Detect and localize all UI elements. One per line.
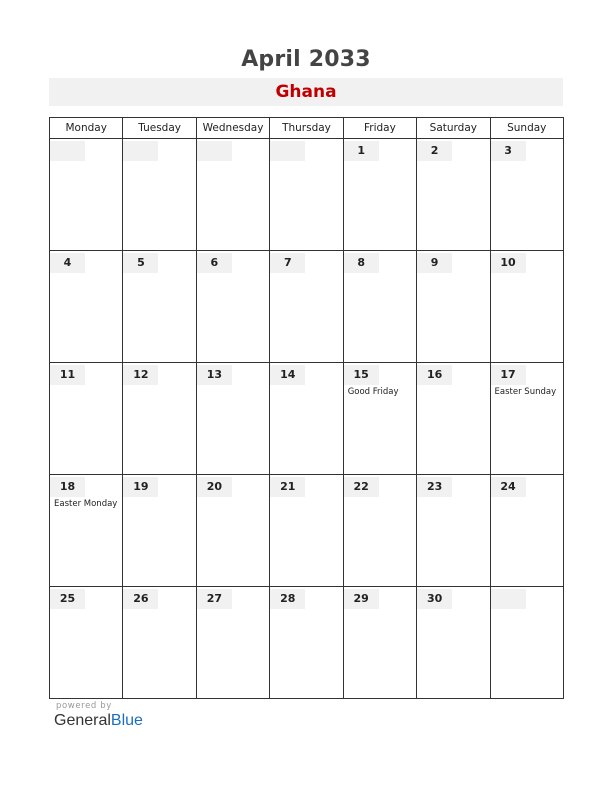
calendar-weeks [50,139,564,699]
day-cell [196,251,269,363]
day-number: 23 [417,477,452,497]
day-cell [196,139,269,251]
day-number: 5 [123,253,158,273]
holiday-label: Good Friday [347,387,399,397]
week-row [50,139,564,251]
day-number: 28 [270,589,305,609]
day-number: 29 [344,589,379,609]
day-cell [50,139,123,251]
calendar-title: April 2033 [241,47,371,72]
day-cell [50,587,123,699]
weekday-thursday: Thursday [270,118,343,139]
country-name: Ghana [49,78,563,106]
week-row [50,475,564,587]
day-cell [343,475,416,587]
weekday-saturday: Saturday [417,118,490,139]
day-cell [196,587,269,699]
weekday-header-row [50,118,564,139]
day-number: 25 [50,589,85,609]
weekday-monday: Monday [50,118,123,139]
holiday-label: Easter Monday [54,499,118,509]
day-cell [196,475,269,587]
day-cell [417,587,490,699]
day-number: 9 [417,253,452,273]
day-number: 30 [417,589,452,609]
day-number: 1 [344,141,379,161]
day-number: 22 [344,477,379,497]
day-cell [490,475,563,587]
day-cell [123,475,196,587]
brand-general-text: General [54,712,111,729]
day-cell [270,251,343,363]
day-cell [343,251,416,363]
day-number: 17 [491,365,526,385]
day-number: 18 [50,477,85,497]
day-number: 8 [344,253,379,273]
weekday-tuesday: Tuesday [123,118,196,139]
day-number: 10 [491,253,526,273]
week-row [50,587,564,699]
holiday-label: Easter Sunday [494,387,557,397]
day-cell [196,363,269,475]
day-cell [490,587,563,699]
day-cell [50,363,123,475]
day-number [491,589,526,609]
day-cell [343,363,416,475]
day-number: 13 [197,365,232,385]
week-row [50,251,564,363]
generalblue-logo[interactable] [54,712,143,730]
day-cell [490,251,563,363]
week-row [50,363,564,475]
day-cell [417,139,490,251]
day-number [123,141,158,161]
day-number: 24 [491,477,526,497]
day-cell [490,363,563,475]
day-cell [270,587,343,699]
day-number: 2 [417,141,452,161]
day-cell [50,475,123,587]
day-number: 14 [270,365,305,385]
day-cell [417,475,490,587]
day-number [50,141,85,161]
weekday-sunday: Sunday [490,118,563,139]
day-number: 21 [270,477,305,497]
day-number: 12 [123,365,158,385]
weekday-friday: Friday [343,118,416,139]
day-cell [490,139,563,251]
day-cell [343,139,416,251]
day-number: 16 [417,365,452,385]
day-cell [270,475,343,587]
day-number: 6 [197,253,232,273]
weekday-wednesday: Wednesday [196,118,269,139]
day-number: 20 [197,477,232,497]
day-number [197,141,232,161]
day-cell [123,251,196,363]
calendar-grid [49,117,564,699]
day-cell [123,363,196,475]
day-number [270,141,305,161]
day-cell [417,363,490,475]
day-number: 26 [123,589,158,609]
day-cell [270,139,343,251]
day-number: 27 [197,589,232,609]
day-cell [343,587,416,699]
powered-by-text: powered by [56,701,112,711]
day-number: 7 [270,253,305,273]
day-number: 15 [344,365,379,385]
day-number: 4 [50,253,85,273]
brand-blue-text: Blue [110,712,143,729]
day-cell [417,251,490,363]
day-cell [123,587,196,699]
day-number: 11 [50,365,85,385]
day-cell [123,139,196,251]
day-number: 3 [491,141,526,161]
day-cell [270,363,343,475]
day-cell [50,251,123,363]
day-number: 19 [123,477,158,497]
